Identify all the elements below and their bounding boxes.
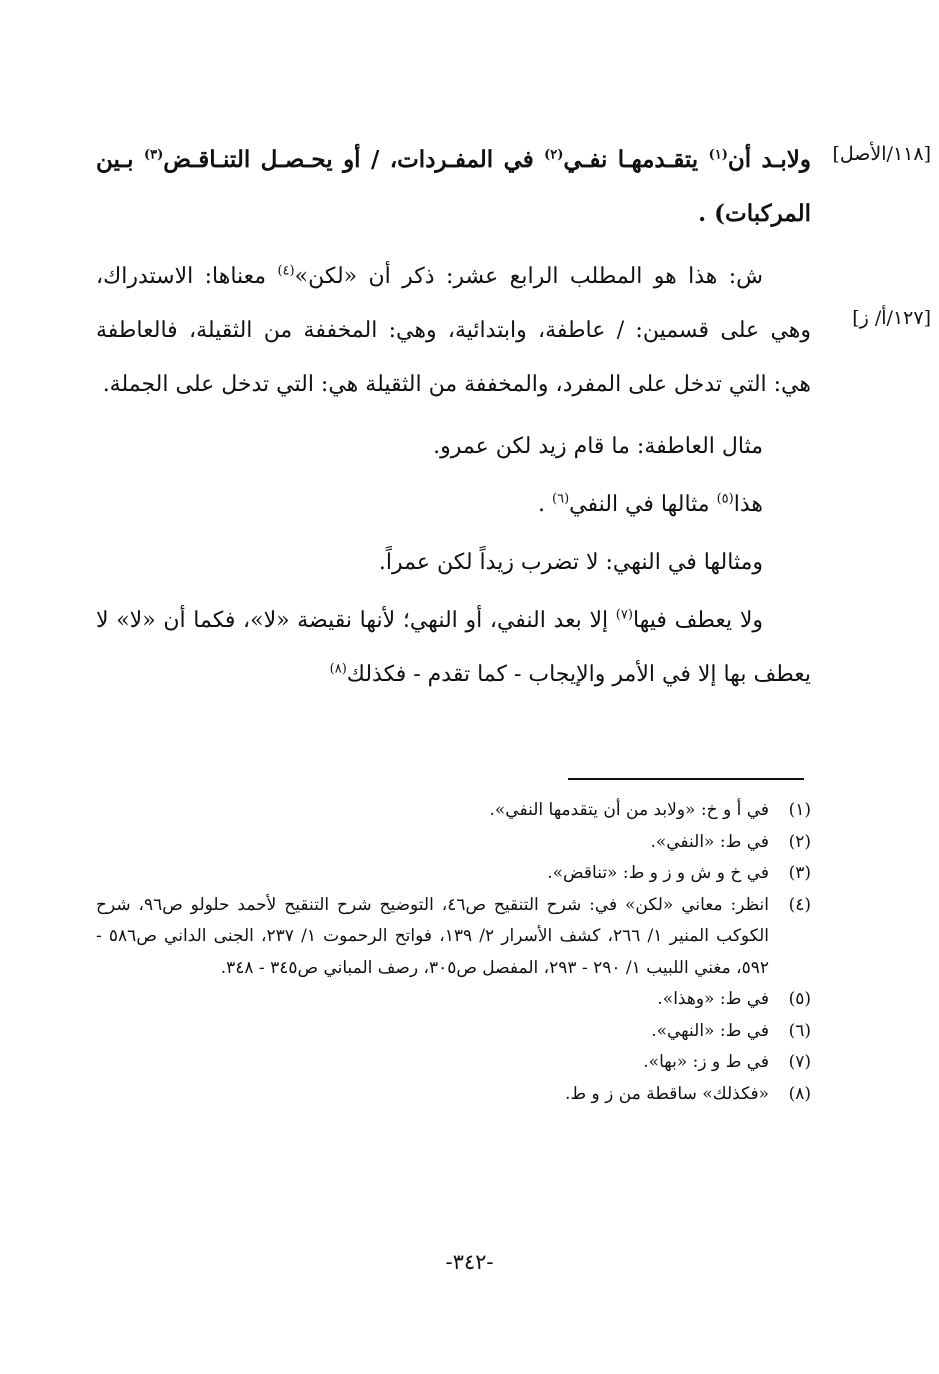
sharh-segment: مثالها في النفي xyxy=(569,492,717,517)
footnote-item xyxy=(96,1079,811,1111)
matn-segment: بـين المركبات) . xyxy=(96,146,811,227)
footnote-number: (٢) xyxy=(788,831,811,852)
footnote-text: في خ و ش و ز و ط: «تناقض». xyxy=(547,863,769,883)
margin-note-asl: [١١٨/الأصل] xyxy=(832,143,931,165)
footnote-ref: (٢) xyxy=(544,147,564,163)
footnotes-section xyxy=(96,795,811,1110)
matn-text xyxy=(96,133,811,241)
sharh-paragraph-5 xyxy=(96,594,811,702)
sharh-segment: إلا بعد النفي، أو النهي؛ لأنها نقيضة «لا»، فكما أن «لا» لا يعطف بها إلا في الأمر والإيجاب - كما تقدم - فكذلك xyxy=(96,608,811,687)
footnote-ref: (٥) xyxy=(716,491,734,507)
footnote-item xyxy=(96,827,811,859)
footnote-text: في أ و خ: «ولابد من أن يتقدمها النفي». xyxy=(489,800,769,820)
footnote-item xyxy=(96,795,811,827)
margin-note-z: [١٢٧/أ/ ز] xyxy=(852,307,931,329)
footnote-text: في ط: «وهذا». xyxy=(657,989,769,1009)
sharh-segment: ش: هذا هو المطلب الرابع عشر: ذكر أن «لكن» xyxy=(294,264,763,289)
footnote-text: «فكذلك» ساقطة من ز و ط. xyxy=(565,1083,769,1104)
footnote-number: (٧) xyxy=(788,1052,811,1072)
sharh-paragraph-3 xyxy=(96,478,811,532)
footnote-divider xyxy=(568,778,804,780)
matn-segment: ولابـد أن xyxy=(727,146,811,173)
sharh-paragraph-4 xyxy=(96,536,811,590)
matn-segment: في المفـردات، / أو يحـصـل التنـاقـض xyxy=(163,146,545,173)
footnote-item xyxy=(96,1016,811,1048)
sharh-paragraph-1 xyxy=(96,250,811,412)
matn-segment: يتقـدمهـا نفـي xyxy=(563,146,709,173)
footnote-ref: (٣) xyxy=(143,147,164,163)
page-number: -٣٤٢- xyxy=(445,1250,494,1274)
sharh-block xyxy=(96,250,811,702)
footnote-item xyxy=(96,1047,811,1079)
sharh-segment: مثال العاطفة: ما قام زيد لكن عمرو. xyxy=(433,434,763,459)
footnote-ref: (٦) xyxy=(552,491,570,507)
sharh-segment: ولا يعطف فيها xyxy=(632,608,763,633)
sharh-segment: هذا xyxy=(733,492,763,517)
footnote-ref: (٧) xyxy=(615,607,633,623)
footnote-number: (٦) xyxy=(788,1020,811,1041)
sharh-paragraph-2 xyxy=(96,420,811,474)
footnote-number: (٨) xyxy=(788,1083,811,1104)
footnote-number: (٥) xyxy=(788,989,811,1009)
sharh-segment: ومثالها في النهي: لا تضرب زيداً لكن عمراً. xyxy=(378,550,763,575)
footnote-ref: (٨) xyxy=(329,661,347,677)
footnote-number: (٣) xyxy=(788,863,811,883)
footnote-number: (٤) xyxy=(788,894,811,915)
footnote-ref: (١) xyxy=(708,147,728,163)
footnote-number: (١) xyxy=(788,800,811,820)
footnote-item xyxy=(96,858,811,890)
footnote-ref: (٤) xyxy=(277,263,295,279)
footnote-text: في ط: «النهي». xyxy=(651,1020,769,1041)
footnote-item xyxy=(96,890,811,985)
footnote-item xyxy=(96,984,811,1016)
footnote-text: في ط: «النفي». xyxy=(650,831,769,852)
matn-block xyxy=(96,133,811,241)
footnote-text: انظر: معاني «لكن» في: شرح التنقيح ص٤٦، التوضيح شرح التنقيح لأحمد حلولو ص٩٦، شرح الكوكب المنير ١/ ٢٦٦، كشف الأسرار ٢/ ١٣٩، فواتح الرحموت ١/ ٢٣٧، الجنى الداني ص٥٨٦ - ٥٩٢، مغني اللبيب ١/ ٢٩٠ - ٢٩٣، المفصل ص٣٠٥، رصف المباني ص٣٤٥ - ٣٤٨. xyxy=(96,894,769,978)
sharh-segment: معناها: الاستدراك، وهي على قسمين: / عاطفة، وابتدائية، وهي: المخففة من الثقيلة، فالعاطفة هي: التي تدخل على المفرد، والمخففة من الثقيلة هي: التي تدخل على الجملة. xyxy=(96,264,811,397)
footnote-text: في ط و ز: «بها». xyxy=(643,1052,769,1072)
sharh-segment: . xyxy=(538,492,553,517)
